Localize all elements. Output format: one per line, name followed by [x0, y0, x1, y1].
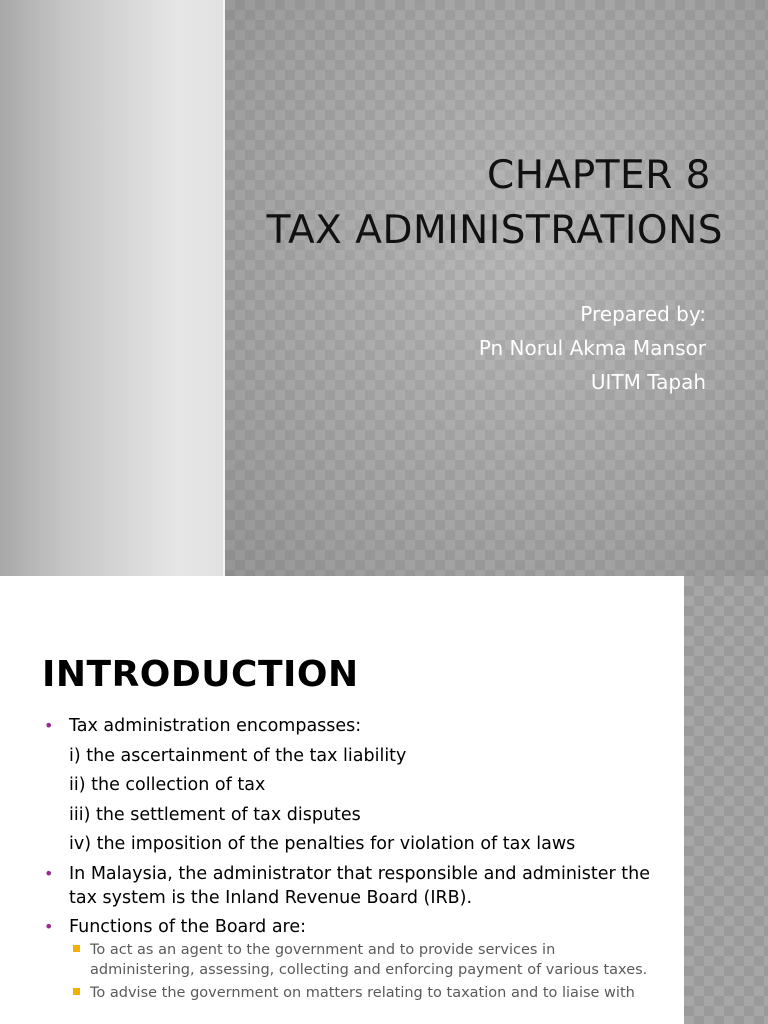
sub-list-item — [44, 941, 664, 980]
slide-body — [44, 714, 664, 1008]
list-item — [44, 744, 664, 768]
slide-heading: INTRODUCTION — [42, 654, 359, 695]
enumerated-text: i) the ascertainment of the tax liability — [69, 745, 407, 766]
square-bullet-icon — [73, 988, 80, 995]
list-item — [44, 773, 664, 797]
sub-bullet-text: To advise the government on matters relating to taxation and to liaise with — [90, 985, 635, 1001]
list-item — [44, 714, 664, 738]
institution-name: UITM Tapah — [590, 370, 706, 394]
patterned-side-strip — [684, 576, 768, 1024]
bullet-icon: • — [44, 917, 54, 936]
enumerated-text: ii) the collection of tax — [69, 775, 266, 795]
patterned-title-panel — [225, 0, 768, 576]
title-line-1: CHAPTER 8 — [486, 153, 711, 198]
bullet-text: Functions of the Board are: — [69, 917, 307, 937]
sub-list-item — [44, 984, 664, 1004]
enumerated-text: iii) the settlement of tax disputes — [69, 804, 361, 825]
list-item — [44, 803, 664, 827]
title-line-2: TAX ADMINISTRATIONS — [266, 208, 723, 253]
list-item — [44, 862, 664, 910]
sub-bullet-text: To act as an agent to the government and to provide services in administering, assessing, collecting and enforcing payment of various taxes. — [90, 942, 648, 978]
author-name: Pn Norul Akma Mansor — [478, 336, 706, 360]
introduction-slide — [0, 576, 768, 1024]
list-item — [44, 915, 664, 939]
slide-title — [203, 148, 723, 258]
enumerated-text: iv) the imposition of the penalties for violation of tax laws — [69, 834, 576, 854]
prepared-by-label: Prepared by: — [580, 302, 706, 326]
left-gradient-panel — [0, 0, 223, 576]
square-bullet-icon — [73, 945, 80, 952]
list-item — [44, 832, 664, 856]
bullet-icon: • — [44, 716, 54, 735]
bullet-text: Tax administration encompasses: — [69, 716, 362, 736]
bullet-text: In Malaysia, the administrator that responsible and administer the tax system is the Inland Revenue Board (IRB). — [69, 863, 650, 908]
slide-subtitle — [286, 297, 706, 399]
bullet-icon: • — [44, 863, 54, 883]
